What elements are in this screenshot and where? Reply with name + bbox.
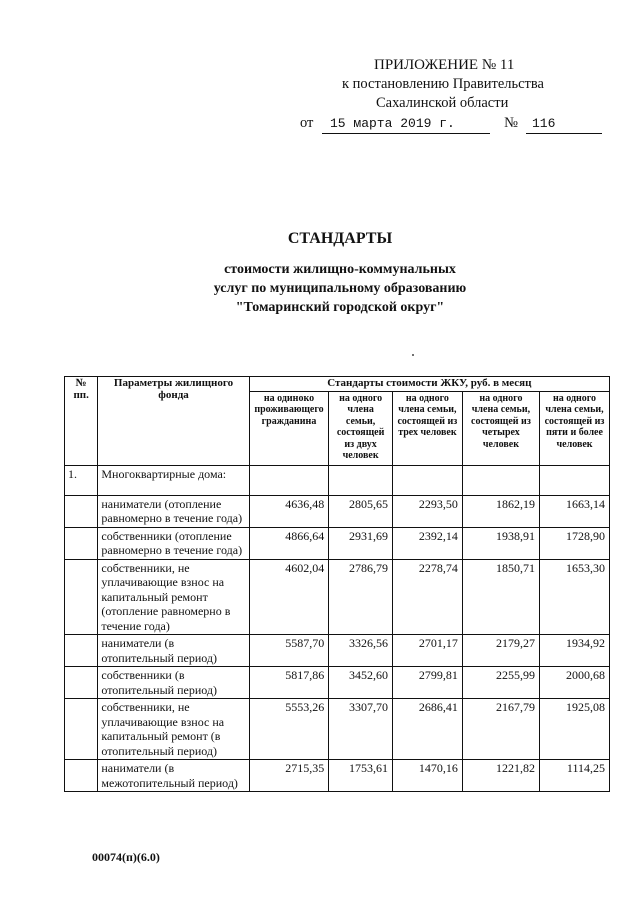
value-cell: 2179,27 — [462, 635, 539, 667]
heading-subtitle-2: услуг по муниципальному образованию — [213, 281, 467, 296]
heading-subtitle-1: стоимости жилищно-коммунальных — [224, 262, 456, 277]
appendix-title: ПРИЛОЖЕНИЕ № 11 — [374, 57, 515, 73]
section-label: Многоквартирные дома: — [98, 465, 249, 495]
value-cell: 3307,70 — [329, 699, 393, 760]
value-cell: 2701,17 — [392, 635, 462, 667]
value-cell: 4636,48 — [249, 495, 329, 527]
document-code: 00074(п)(6.0) — [92, 850, 160, 864]
appendix-decree-line: к постановлению Правительства — [342, 76, 544, 92]
value-cell: 1925,08 — [540, 699, 610, 760]
value-cell: 1850,71 — [462, 559, 539, 635]
value-cell: 2278,74 — [392, 559, 462, 635]
header-col-two: на одного члена семьи, состоящей из двух человек — [329, 391, 393, 465]
section-row — [65, 465, 610, 495]
value-cell: 2293,50 — [392, 495, 462, 527]
heading-title: СТАНДАРТЫ — [287, 230, 393, 247]
header-group: Стандарты стоимости ЖКУ, руб. в месяц — [249, 377, 609, 392]
table-row — [65, 495, 610, 527]
table-row — [65, 699, 610, 760]
value-cell: 1221,82 — [462, 760, 539, 792]
value-cell: 2392,14 — [392, 527, 462, 559]
value-cell: 1934,92 — [540, 635, 610, 667]
document-heading — [140, 230, 540, 317]
value-cell: 1862,19 — [462, 495, 539, 527]
heading-subtitle-3: "Томаринский городской округ" — [235, 300, 445, 315]
row-label: наниматели (в межотопительный период) — [98, 760, 249, 792]
value-cell: 2686,41 — [392, 699, 462, 760]
value-cell: 2715,35 — [249, 760, 329, 792]
standards-table — [64, 376, 610, 792]
table-row — [65, 527, 610, 559]
table-row — [65, 760, 610, 792]
date-prefix: от — [300, 115, 314, 131]
value-cell: 2255,99 — [462, 667, 539, 699]
row-label: собственники, не уплачивающие взнос на капитальный ремонт (в отопительный период) — [98, 699, 249, 760]
row-label: наниматели (отопление равномерно в течение года) — [98, 495, 249, 527]
header-col-three: на одного члена семьи, состоящей из трех человек — [392, 391, 462, 465]
header-col-four: на одного члена семьи, состоящей из четырех человек — [462, 391, 539, 465]
scan-speck — [412, 354, 414, 356]
appendix-date-line — [300, 114, 620, 134]
row-label: собственники (отопление равномерно в течение года) — [98, 527, 249, 559]
value-cell: 1753,61 — [329, 760, 393, 792]
value-cell: 3326,56 — [329, 635, 393, 667]
row-label: собственники (в отопительный период) — [98, 667, 249, 699]
header-params: Параметры жилищного фонда — [98, 377, 249, 466]
value-cell: 2786,79 — [329, 559, 393, 635]
value-cell: 1938,91 — [462, 527, 539, 559]
decree-number: 116 — [526, 114, 602, 134]
value-cell: 5587,70 — [249, 635, 329, 667]
value-cell: 1470,16 — [392, 760, 462, 792]
table-row — [65, 635, 610, 667]
appendix-block — [300, 56, 620, 134]
header-col-single: на одиноко проживающего гражданина — [249, 391, 329, 465]
number-label: № — [504, 115, 518, 131]
value-cell: 2805,65 — [329, 495, 393, 527]
value-cell: 5817,86 — [249, 667, 329, 699]
decree-date: 15 марта 2019 г. — [322, 114, 490, 134]
value-cell: 2931,69 — [329, 527, 393, 559]
value-cell: 4602,04 — [249, 559, 329, 635]
table-row — [65, 559, 610, 635]
appendix-region-line: Сахалинской области — [376, 95, 509, 111]
header-col-five: на одного члена семьи, состоящей из пяти и более человек — [540, 391, 610, 465]
value-cell: 2167,79 — [462, 699, 539, 760]
row-label: собственники, не уплачивающие взнос на капитальный ремонт (отопление равномерно в течение года) — [98, 559, 249, 635]
header-num: № пп. — [65, 377, 98, 466]
row-label: наниматели (в отопительный период) — [98, 635, 249, 667]
section-num: 1. — [65, 465, 98, 495]
value-cell: 5553,26 — [249, 699, 329, 760]
value-cell: 1663,14 — [540, 495, 610, 527]
value-cell: 4866,64 — [249, 527, 329, 559]
value-cell: 1653,30 — [540, 559, 610, 635]
value-cell: 1114,25 — [540, 760, 610, 792]
table-row — [65, 667, 610, 699]
value-cell: 3452,60 — [329, 667, 393, 699]
value-cell: 2799,81 — [392, 667, 462, 699]
value-cell: 2000,68 — [540, 667, 610, 699]
value-cell: 1728,90 — [540, 527, 610, 559]
